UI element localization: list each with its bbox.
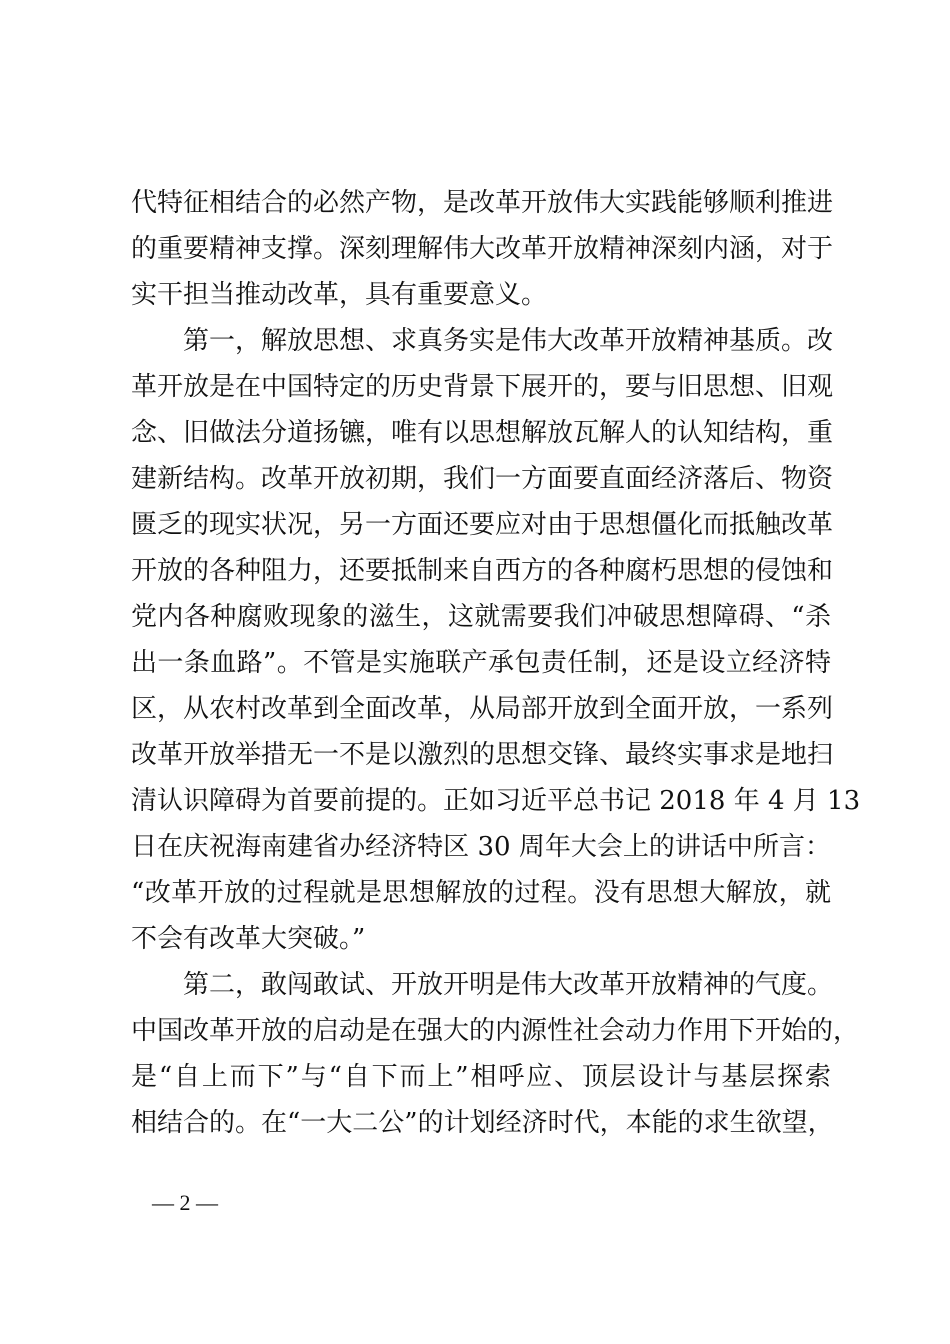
text-line: 区，从农村改革到全面改革，从局部开放到全面开放，一系列 <box>131 694 834 724</box>
paragraph-second <box>131 962 860 1146</box>
text-line: 相结合的。在“一大二公”的计划经济时代，本能的求生欲望， <box>131 1108 834 1138</box>
text-line: 党内各种腐败现象的滋生，这就需要我们冲破思想障碍、“杀 <box>131 602 831 632</box>
page-number: — 2 — <box>152 1190 218 1215</box>
text-line: 匮乏的现实状况，另一方面还要应对由于思想僵化而抵触改革 <box>131 510 834 540</box>
text-line: 改革开放举措无一不是以激烈的思想交锋、最终实事求是地扫 <box>131 740 834 770</box>
text-line: 的重要精神支撑。深刻理解伟大改革开放精神深刻内涵，对于 <box>131 234 834 264</box>
text-line: 实干担当推动改革，具有重要意义。 <box>131 280 548 310</box>
text-line: 开放的各种阻力，还要抵制来自西方的各种腐朽思想的侵蚀和 <box>131 556 834 586</box>
text-line: 是“自上而下”与“自下而上”相呼应、顶层设计与基层探索 <box>131 1062 831 1092</box>
text-line: 第一，解放思想、求真务实是伟大改革开放精神基质。改 <box>183 326 834 356</box>
text-line: “改革开放的过程就是思想解放的过程。没有思想大解放，就 <box>131 878 831 908</box>
text-line: 清认识障碍为首要前提的。正如习近平总书记 2018 年 4 月 13 <box>131 786 861 816</box>
text-line: 念、旧做法分道扬镳，唯有以思想解放瓦解人的认知结构，重 <box>131 418 834 448</box>
text-line: 日在庆祝海南建省办经济特区 30 周年大会上的讲话中所言： <box>131 832 831 862</box>
body-text <box>131 180 861 1146</box>
text-line: 不会有改革大突破。” <box>131 924 366 954</box>
paragraph-first <box>131 318 861 962</box>
text-line: 出一条血路”。不管是实施联产承包责任制，还是设立经济特 <box>131 648 831 678</box>
text-line: 代特征相结合的必然产物，是改革开放伟大实践能够顺利推进 <box>131 188 834 218</box>
text-line: 建新结构。改革开放初期，我们一方面要直面经济落后、物资 <box>131 464 834 494</box>
text-line: 第二，敢闯敢试、开放开明是伟大改革开放精神的气度。 <box>183 970 834 1000</box>
paragraph-intro <box>131 180 834 318</box>
text-line: 中国改革开放的启动是在强大的内源性社会动力作用下开始的， <box>131 1016 860 1046</box>
text-line: 革开放是在中国特定的历史背景下展开的，要与旧思想、旧观 <box>131 372 834 402</box>
